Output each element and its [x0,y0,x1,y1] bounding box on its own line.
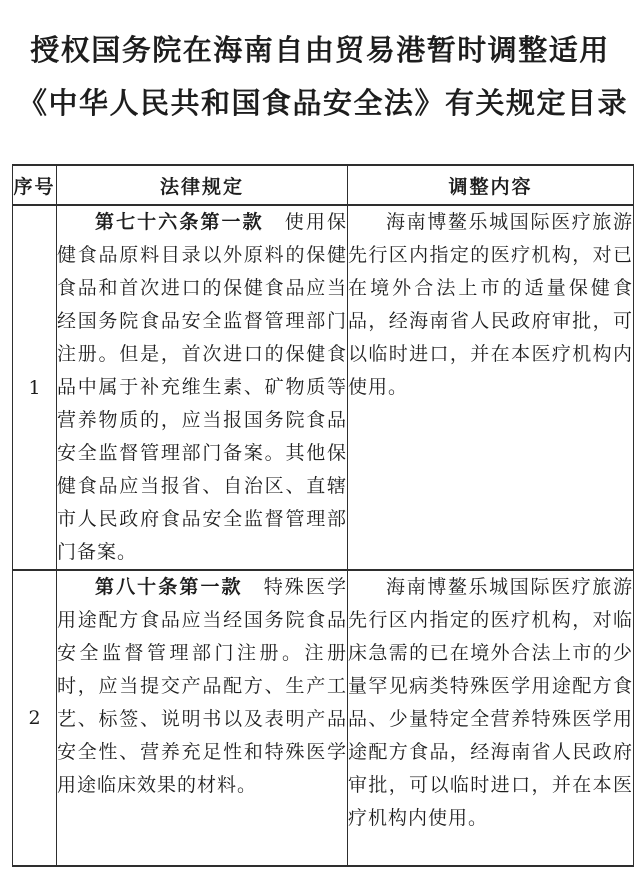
header-adjustment-content: 调整内容 [348,165,634,205]
row-1-clause-text: 使用保健食品原料目录以外原料的保健食品和首次进口的保健食品应当经国务院食品安全监督管理部门注册。但是，首次进口的保健食品中属于补充维生素、矿物质等营养物质的，应当报国务院食品安全监督管理部门备案。其他保健食品应当报省、自治区、直辖市人民政府食品安全监督管理部门备案。 [57,211,347,563]
row-1-serial-number: 1 [13,205,57,570]
row-2-legal-provision-paragraph [57,571,347,802]
header-serial-number: 序号 [13,165,57,205]
row-1-adjustment-cell [348,205,634,570]
table-row [13,570,634,866]
row-2-adjustment-paragraph: 海南博鳌乐城国际医疗旅游先行区内指定的医疗机构，对临床急需的已在境外合法上市的少量罕见病类特殊医学用途配方食品、少量特定全营养特殊医学用途配方食品，经海南省人民政府审批，可以临时进口，并在本医疗机构内使用。 [348,576,633,829]
row-1-legal-provision-paragraph [57,206,347,569]
page-title [18,24,629,130]
row-2-adjustment-cell [348,570,634,866]
row-1-legal-provision-cell [57,205,348,570]
table-header-row [13,165,634,205]
table-row [13,205,634,570]
row-2-clause-text: 特殊医学用途配方食品应当经国务院食品安全监督管理部门注册。注册时，应当提交产品配方、生产工艺、标签、说明书以及表明产品安全性、营养充足性和特殊医学用途临床效果的材料。 [57,576,347,796]
row-2-serial-number: 2 [13,570,57,866]
row-2-legal-provision-cell [57,570,348,866]
header-legal-provision: 法律规定 [57,165,348,205]
row-2-clause-title: 第八十条第一款 [95,576,243,598]
row-1-clause-title: 第七十六条第一款 [95,211,264,233]
page-title-line-1: 授权国务院在海南自由贸易港暂时调整适用 [30,33,610,67]
row-1-adjustment-paragraph: 海南博鳌乐城国际医疗旅游先行区内指定的医疗机构，对已在境外合法上市的适量保健食品，经海南省人民政府审批，可以临时进口，并在本医疗机构内使用。 [348,211,633,398]
regulation-catalog-table [12,164,634,867]
page-title-line-2: 《中华人民共和国食品安全法》有关规定目录 [18,86,629,120]
